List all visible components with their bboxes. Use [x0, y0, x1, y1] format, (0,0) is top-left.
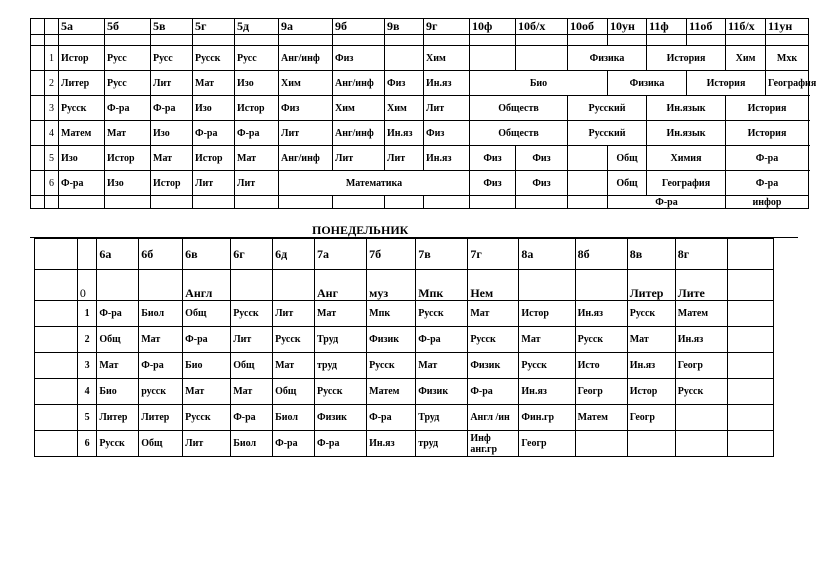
- lesson-cell: труд: [315, 353, 367, 379]
- table-row: [35, 379, 774, 405]
- lesson-cell: Русск: [575, 327, 627, 353]
- lesson-cell: Ф-ра: [59, 171, 105, 196]
- lesson-cell: Геогр: [575, 379, 627, 405]
- lesson-cell: Общ: [608, 171, 647, 196]
- lesson-cell: Анг: [315, 270, 367, 301]
- lesson-cell: Хим: [333, 96, 385, 121]
- lesson-cell: Мат: [315, 301, 367, 327]
- lesson-cell: Ф-ра: [105, 96, 151, 121]
- lesson-number: 5: [77, 405, 96, 431]
- lesson-number: 2: [45, 71, 59, 96]
- lesson-cell: Ин.яз: [424, 146, 470, 171]
- lesson-cell: Физ: [516, 171, 568, 196]
- lesson-cell: Физ: [470, 146, 516, 171]
- class-header: 6д: [273, 239, 315, 270]
- lesson-cell: Ф-ра: [726, 146, 809, 171]
- class-header: 10ф: [470, 19, 516, 35]
- lesson-cell: [231, 270, 273, 301]
- class-header: 9г: [424, 19, 470, 35]
- lesson-cell: Русск: [627, 301, 675, 327]
- lesson-cell: Физ: [516, 146, 568, 171]
- lesson-cell: Физ: [279, 96, 333, 121]
- lesson-cell: Ф-ра: [151, 96, 193, 121]
- lesson-cell: Лит: [279, 121, 333, 146]
- lesson-cell: Русск: [675, 379, 727, 405]
- class-header: 9в: [385, 19, 424, 35]
- lesson-cell: Истор: [627, 379, 675, 405]
- lesson-cell: Общ: [139, 431, 183, 457]
- lesson-cell: Русс: [105, 71, 151, 96]
- lesson-cell: Литер: [59, 71, 105, 96]
- lesson-cell: Русс: [235, 46, 279, 71]
- lesson-cell: Ф-ра: [726, 171, 809, 196]
- lesson-cell: труд: [416, 431, 468, 457]
- lesson-cell: Ф-ра: [193, 121, 235, 146]
- table-row: [35, 405, 774, 431]
- lesson-cell: Анг/инф: [279, 46, 333, 71]
- lesson-cell: Ин.яз: [367, 431, 416, 457]
- header-row: [31, 19, 809, 35]
- lesson-cell: Геогр: [627, 405, 675, 431]
- table-row: [31, 196, 809, 209]
- class-header: 8а: [519, 239, 575, 270]
- lesson-cell: Математика: [279, 171, 470, 196]
- class-header: 10об: [568, 19, 608, 35]
- class-header: 5г: [193, 19, 235, 35]
- lesson-cell: Русск: [231, 301, 273, 327]
- lesson-cell: Биол: [231, 431, 273, 457]
- lesson-cell: Матем: [59, 121, 105, 146]
- lesson-cell: Русск: [97, 431, 139, 457]
- lesson-cell: Анг/инф: [333, 121, 385, 146]
- lesson-cell: Истор: [59, 46, 105, 71]
- lesson-cell: Изо: [59, 146, 105, 171]
- lesson-cell: Лит: [424, 96, 470, 121]
- lesson-cell: Ин.язык: [647, 121, 726, 146]
- lesson-cell: Изо: [235, 71, 279, 96]
- table-row: [31, 121, 809, 146]
- lesson-cell: Лит: [193, 171, 235, 196]
- lesson-cell: История: [687, 71, 766, 96]
- lesson-cell: Ин.яз: [627, 353, 675, 379]
- header-row: [35, 239, 774, 270]
- lesson-number: 3: [45, 96, 59, 121]
- class-header: 5а: [59, 19, 105, 35]
- lesson-cell: Русский: [568, 121, 647, 146]
- class-header: 11об: [687, 19, 726, 35]
- lesson-cell: История: [726, 96, 809, 121]
- lesson-cell: Физик: [367, 327, 416, 353]
- lesson-cell: Ф-ра: [416, 327, 468, 353]
- lesson-cell: Мат: [139, 327, 183, 353]
- lesson-cell: Физ: [424, 121, 470, 146]
- lesson-cell: Лит: [231, 327, 273, 353]
- lesson-cell: Ин.яз: [385, 121, 424, 146]
- lesson-cell: Лит: [151, 71, 193, 96]
- table-row: [35, 270, 774, 301]
- lesson-number: 4: [77, 379, 96, 405]
- header-empty-cell: [77, 239, 96, 270]
- class-header: 9а: [279, 19, 333, 35]
- lesson-cell: Биол: [273, 405, 315, 431]
- lesson-cell: [385, 46, 424, 71]
- class-header: 7в: [416, 239, 468, 270]
- header-empty-cell: [727, 239, 773, 270]
- lesson-cell: Исто: [575, 353, 627, 379]
- day-title: ПОНЕДЕЛЬНИК: [312, 223, 409, 237]
- class-header: 6в: [183, 239, 231, 270]
- lesson-cell: [575, 270, 627, 301]
- lesson-cell: Физика: [568, 46, 647, 71]
- header-empty-cell: [35, 239, 78, 270]
- class-header: 6г: [231, 239, 273, 270]
- lesson-cell: Матем: [675, 301, 727, 327]
- lesson-cell: Физ: [470, 171, 516, 196]
- lesson-cell: [568, 146, 608, 171]
- lesson-cell: [273, 270, 315, 301]
- lesson-cell: [139, 270, 183, 301]
- bottom-schedule-table: [34, 238, 774, 457]
- lesson-cell: Физ: [385, 71, 424, 96]
- lesson-cell: Общ: [231, 353, 273, 379]
- lesson-cell: Ф-ра: [235, 121, 279, 146]
- lesson-cell: Хим: [726, 46, 766, 71]
- lesson-cell: Лит: [183, 431, 231, 457]
- lesson-cell: Ф-ра: [468, 379, 519, 405]
- lesson-cell: Нем: [468, 270, 519, 301]
- lesson-cell: [97, 270, 139, 301]
- lesson-cell: Общ: [608, 146, 647, 171]
- lesson-cell: русск: [139, 379, 183, 405]
- lesson-cell: Био: [183, 353, 231, 379]
- lesson-cell: Мхк: [766, 46, 809, 71]
- lesson-cell: Мат: [519, 327, 575, 353]
- lesson-cell: Био: [97, 379, 139, 405]
- lesson-cell: [575, 431, 627, 457]
- lesson-cell: Ф-ра: [183, 327, 231, 353]
- lesson-cell: Русс: [105, 46, 151, 71]
- lesson-cell: Геогр: [519, 431, 575, 457]
- lesson-cell: Общ: [273, 379, 315, 405]
- lesson-number: 2: [77, 327, 96, 353]
- lesson-number: 4: [45, 121, 59, 146]
- lesson-cell: Ф-ра: [273, 431, 315, 457]
- lesson-cell: История: [647, 46, 726, 71]
- lesson-cell: Англ /ин: [468, 405, 519, 431]
- lesson-cell: Русск: [193, 46, 235, 71]
- lesson-cell: Мат: [273, 353, 315, 379]
- table-row: [35, 301, 774, 327]
- lesson-cell: Ф-ра: [315, 431, 367, 457]
- lesson-cell: Матем: [575, 405, 627, 431]
- class-header: 8в: [627, 239, 675, 270]
- lesson-number: 3: [77, 353, 96, 379]
- header-empty-cell: [45, 19, 59, 35]
- lesson-cell: Лит: [273, 301, 315, 327]
- class-header: 8г: [675, 239, 727, 270]
- lesson-cell: Мат: [235, 146, 279, 171]
- class-header: 5б: [105, 19, 151, 35]
- lesson-number: 6: [77, 431, 96, 457]
- lesson-cell: Физика: [608, 71, 687, 96]
- lesson-number: 1: [77, 301, 96, 327]
- lesson-cell: Анг/инф: [279, 146, 333, 171]
- class-header: 6а: [97, 239, 139, 270]
- lesson-cell: География: [647, 171, 726, 196]
- lesson-cell: [516, 46, 568, 71]
- lesson-cell: Био: [470, 71, 608, 96]
- lesson-cell: Ин.яз: [424, 71, 470, 96]
- lesson-cell: [568, 171, 608, 196]
- lesson-cell: Мат: [151, 146, 193, 171]
- class-header: 10ун: [608, 19, 647, 35]
- lesson-cell: Геогр: [675, 353, 727, 379]
- lesson-cell: Физ: [333, 46, 385, 71]
- lesson-cell: Изо: [193, 96, 235, 121]
- lesson-cell: Русск: [273, 327, 315, 353]
- table-row: [31, 46, 809, 71]
- lesson-cell: Мпк: [367, 301, 416, 327]
- top-schedule-table: [30, 18, 816, 209]
- lesson-cell: Русск: [59, 96, 105, 121]
- lesson-cell: [675, 405, 727, 431]
- lesson-cell: Мат: [416, 353, 468, 379]
- table-row: [31, 71, 809, 96]
- lesson-cell: Лите: [675, 270, 727, 301]
- lesson-cell: Труд: [416, 405, 468, 431]
- lesson-cell: Физик: [315, 405, 367, 431]
- lesson-cell: Истор: [193, 146, 235, 171]
- lesson-cell: Матем: [367, 379, 416, 405]
- lesson-cell: Истор: [151, 171, 193, 196]
- lesson-cell: Ф-ра: [97, 301, 139, 327]
- lesson-cell: Русский: [568, 96, 647, 121]
- lesson-cell: [519, 270, 575, 301]
- lesson-cell: Физик: [416, 379, 468, 405]
- table-row: [31, 146, 809, 171]
- lesson-cell: [627, 431, 675, 457]
- lesson-cell: Ф-ра: [139, 353, 183, 379]
- class-header: 9б: [333, 19, 385, 35]
- lesson-cell: Физик: [468, 353, 519, 379]
- lesson-cell: Англ: [183, 270, 231, 301]
- lesson-cell: Лит: [333, 146, 385, 171]
- lesson-cell: Ф-ра: [367, 405, 416, 431]
- lesson-cell: Химия: [647, 146, 726, 171]
- lesson-cell: Хим: [279, 71, 333, 96]
- lesson-cell: Истор: [105, 146, 151, 171]
- lesson-cell: Изо: [105, 171, 151, 196]
- lesson-cell: Русск: [468, 327, 519, 353]
- table-row: [31, 171, 809, 196]
- lesson-cell: Хим: [385, 96, 424, 121]
- lesson-cell: Литер: [97, 405, 139, 431]
- lesson-number: 1: [45, 46, 59, 71]
- class-header: 7г: [468, 239, 519, 270]
- lesson-cell: инфор: [726, 196, 809, 209]
- lesson-cell: Биол: [139, 301, 183, 327]
- lesson-cell: Хим: [424, 46, 470, 71]
- lesson-cell: Инф анг.гр: [468, 431, 519, 457]
- lesson-cell: Ин.яз: [675, 327, 727, 353]
- lesson-cell: Русск: [519, 353, 575, 379]
- lesson-cell: Ф-ра: [608, 196, 726, 209]
- spacer-row: [31, 35, 809, 46]
- lesson-cell: Русск: [315, 379, 367, 405]
- class-header: 8б: [575, 239, 627, 270]
- lesson-cell: Литер: [627, 270, 675, 301]
- lesson-cell: Лит: [385, 146, 424, 171]
- lesson-cell: Мпк: [416, 270, 468, 301]
- lesson-cell: Труд: [315, 327, 367, 353]
- class-header: 11ун: [766, 19, 809, 35]
- class-header: 5в: [151, 19, 193, 35]
- lesson-cell: Мат: [627, 327, 675, 353]
- lesson-cell: Анг/инф: [333, 71, 385, 96]
- lesson-cell: Русск: [183, 405, 231, 431]
- lesson-cell: [470, 46, 516, 71]
- lesson-cell: Ф-ра: [231, 405, 273, 431]
- class-header: 11б/х: [726, 19, 766, 35]
- class-header: 7б: [367, 239, 416, 270]
- table-row: [35, 431, 774, 457]
- class-header: 6б: [139, 239, 183, 270]
- lesson-cell: Изо: [151, 121, 193, 146]
- lesson-cell: Русс: [151, 46, 193, 71]
- class-header: 10б/х: [516, 19, 568, 35]
- lesson-cell: Истор: [519, 301, 575, 327]
- lesson-cell: Фин.гр: [519, 405, 575, 431]
- lesson-cell: Истор: [235, 96, 279, 121]
- lesson-cell: Мат: [97, 353, 139, 379]
- table-row: [35, 327, 774, 353]
- class-header: 5д: [235, 19, 279, 35]
- lesson-cell: Русск: [367, 353, 416, 379]
- table-row: [35, 353, 774, 379]
- lesson-cell: Ин.яз: [519, 379, 575, 405]
- lesson-cell: Мат: [468, 301, 519, 327]
- lesson-cell: Русск: [416, 301, 468, 327]
- lesson-cell: География: [766, 71, 809, 96]
- class-header: 7а: [315, 239, 367, 270]
- lesson-cell: Общ: [183, 301, 231, 327]
- lesson-cell: Мат: [193, 71, 235, 96]
- lesson-cell: [675, 431, 727, 457]
- lesson-cell: Общ: [97, 327, 139, 353]
- lesson-cell: Мат: [183, 379, 231, 405]
- lesson-cell: Обществ: [470, 121, 568, 146]
- lesson-cell: История: [726, 121, 809, 146]
- lesson-number: 5: [45, 146, 59, 171]
- class-header: 11ф: [647, 19, 687, 35]
- lesson-cell: Мат: [105, 121, 151, 146]
- lesson-number: 6: [45, 171, 59, 196]
- lesson-cell: Ин.язык: [647, 96, 726, 121]
- lesson-cell: Литер: [139, 405, 183, 431]
- lesson-cell: муз: [367, 270, 416, 301]
- lesson-cell: Обществ: [470, 96, 568, 121]
- header-empty-cell: [31, 19, 45, 35]
- table-row: [31, 96, 809, 121]
- lesson-cell: Мат: [231, 379, 273, 405]
- lesson-cell: Лит: [235, 171, 279, 196]
- lesson-cell: Ин.яз: [575, 301, 627, 327]
- lesson-number: 0: [77, 270, 96, 301]
